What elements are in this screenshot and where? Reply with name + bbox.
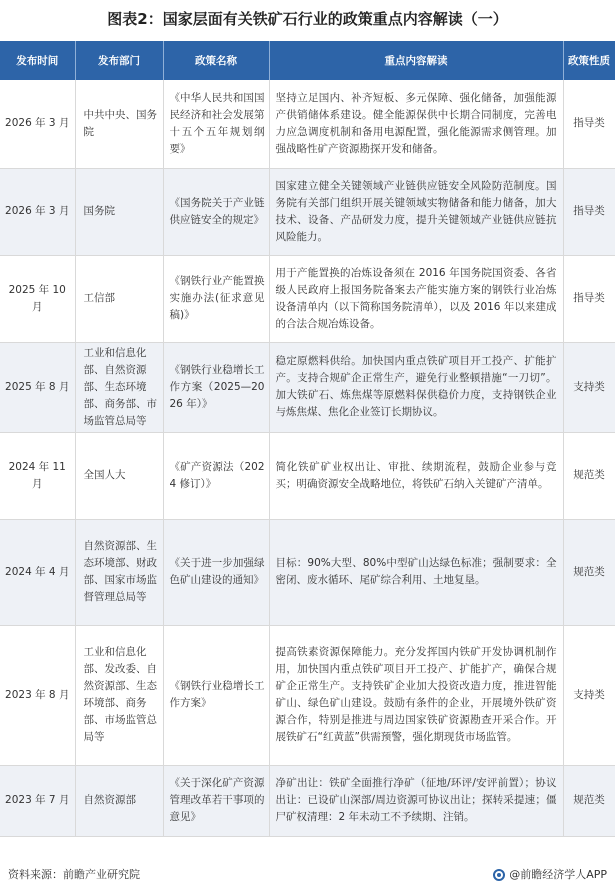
table-header-row bbox=[0, 41, 615, 80]
cell-content: 净矿出让：铁矿全面推行净矿（征地/环评/安评前置）；协议出让：已设矿山深部/周边资源可协议出让；探转采提速；僵尸矿权清理：2 年未动工不予续期、注销。 bbox=[269, 765, 563, 836]
cell-policy-name: 《国务院关于产业链供应链安全的规定》 bbox=[163, 168, 269, 255]
source-note: 资料来源：前瞻产业研究院 bbox=[8, 868, 140, 881]
header-name: 政策名称 bbox=[163, 41, 269, 80]
cell-date: 2023 年 8 月 bbox=[0, 625, 75, 765]
cell-type: 支持类 bbox=[563, 342, 615, 432]
cell-dept: 自然资源部、生态环境部、财政部、国家市场监督管理总局等 bbox=[75, 519, 163, 625]
cell-date: 2025 年 8 月 bbox=[0, 342, 75, 432]
cell-type: 规范类 bbox=[563, 432, 615, 519]
brand-label: @前瞻经济学人APP bbox=[509, 868, 607, 881]
brand-logo-icon bbox=[493, 869, 505, 881]
header-content: 重点内容解读 bbox=[269, 41, 563, 80]
table-row bbox=[0, 80, 615, 168]
cell-policy-name: 《关于深化矿产资源管理改革若干事项的意见》 bbox=[163, 765, 269, 836]
table-row bbox=[0, 342, 615, 432]
cell-content: 目标：90%大型、80%中型矿山达绿色标准；强制要求：全密闭、废水循环、尾矿综合利用、土地复垦。 bbox=[269, 519, 563, 625]
table-row bbox=[0, 168, 615, 255]
cell-type: 规范类 bbox=[563, 765, 615, 836]
cell-policy-name: 《钢铁行业产能置换实施办法(征求意见稿)》 bbox=[163, 255, 269, 342]
cell-date: 2025 年 10 月 bbox=[0, 255, 75, 342]
cell-content: 用于产能置换的冶炼设备须在 2016 年国务院国资委、各省级人民政府上报国务院备案去产能实施方案的钢铁行业冶炼设备清单内（以下简称国务院清单），以及 2016 年以来建成的合法合规冶炼设备。 bbox=[269, 255, 563, 342]
header-type: 政策性质 bbox=[563, 41, 615, 80]
table-row bbox=[0, 625, 615, 765]
cell-policy-name: 《中华人民共和国国民经济和社会发展第十五个五年规划纲要》 bbox=[163, 80, 269, 168]
cell-dept: 工业和信息化部、发改委、自然资源部、生态环境部、商务部、市场监管总局等 bbox=[75, 625, 163, 765]
brand-credit bbox=[493, 866, 607, 884]
cell-date: 2023 年 7 月 bbox=[0, 765, 75, 836]
cell-type: 指导类 bbox=[563, 80, 615, 168]
header-date: 发布时间 bbox=[0, 41, 75, 80]
cell-policy-name: 《钢铁行业稳增长工作方案》 bbox=[163, 625, 269, 765]
cell-dept: 中共中央、国务院 bbox=[75, 80, 163, 168]
header-dept: 发布部门 bbox=[75, 41, 163, 80]
chart-title: 图表2：国家层面有关铁矿石行业的政策重点内容解读（一） bbox=[107, 10, 508, 28]
cell-content: 国家建立健全关键领域产业链供应链安全风险防范制度。国务院有关部门组织开展关键领域实物储备和能力储备，加大技术、设备、产品研发力度，提升关键领域产业链供应链抗风险能力。 bbox=[269, 168, 563, 255]
table-row bbox=[0, 765, 615, 836]
cell-dept: 自然资源部 bbox=[75, 765, 163, 836]
cell-date: 2024 年 4 月 bbox=[0, 519, 75, 625]
cell-content: 稳定原燃料供给。加快国内重点铁矿项目开工投产、扩能扩产。支持合规矿企正常生产，避免行业整顿措施“一刀切”。加大铁矿石、炼焦煤等原燃料保供稳价力度，支持钢铁企业与炼焦煤、焦化企业签订长期协议。 bbox=[269, 342, 563, 432]
cell-type: 支持类 bbox=[563, 625, 615, 765]
table-row bbox=[0, 255, 615, 342]
cell-date: 2026 年 3 月 bbox=[0, 168, 75, 255]
cell-type: 规范类 bbox=[563, 519, 615, 625]
table-row bbox=[0, 432, 615, 519]
cell-dept: 工信部 bbox=[75, 255, 163, 342]
cell-policy-name: 《关于进一步加强绿色矿山建设的通知》 bbox=[163, 519, 269, 625]
cell-dept: 工业和信息化部、自然资源部、生态环境部、商务部、市场监管总局等 bbox=[75, 342, 163, 432]
cell-type: 指导类 bbox=[563, 255, 615, 342]
cell-date: 2026 年 3 月 bbox=[0, 80, 75, 168]
cell-type: 指导类 bbox=[563, 168, 615, 255]
table-row bbox=[0, 519, 615, 625]
cell-date: 2024 年 11 月 bbox=[0, 432, 75, 519]
cell-content: 提高铁素资源保障能力。充分发挥国内铁矿开发协调机制作用，加快国内重点铁矿项目开工投产、扩能扩产，确保合规矿企正常生产。支持铁矿企业加大投资改造力度，推进智能矿山、绿色矿山建设。鼓励有条件的企业，开展境外铁矿资源合作，特别是推进与周边国家铁矿资源勘查开采合作。开展铁矿石“红黄蓝”供需预警，强化期现货市场监管。 bbox=[269, 625, 563, 765]
cell-dept: 全国人大 bbox=[75, 432, 163, 519]
cell-content: 坚持立足国内、补齐短板、多元保障、强化储备，加强能源产供销储体系建设。健全能源保供中长期合同制度，完善电力应急调度机制和备用电源配置，强化能源需求侧管理。加强战略性矿产资源勘探开发和储备。 bbox=[269, 80, 563, 168]
cell-policy-name: 《矿产资源法（2024 修订）》 bbox=[163, 432, 269, 519]
cell-content: 简化铁矿矿业权出让、审批、续期流程，鼓励企业参与竞买；明确资源安全战略地位，将铁矿石纳入关键矿产清单。 bbox=[269, 432, 563, 519]
cell-dept: 国务院 bbox=[75, 168, 163, 255]
policy-table bbox=[0, 41, 615, 837]
cell-policy-name: 《钢铁行业稳增长工作方案（2025—2026 年）》 bbox=[163, 342, 269, 432]
